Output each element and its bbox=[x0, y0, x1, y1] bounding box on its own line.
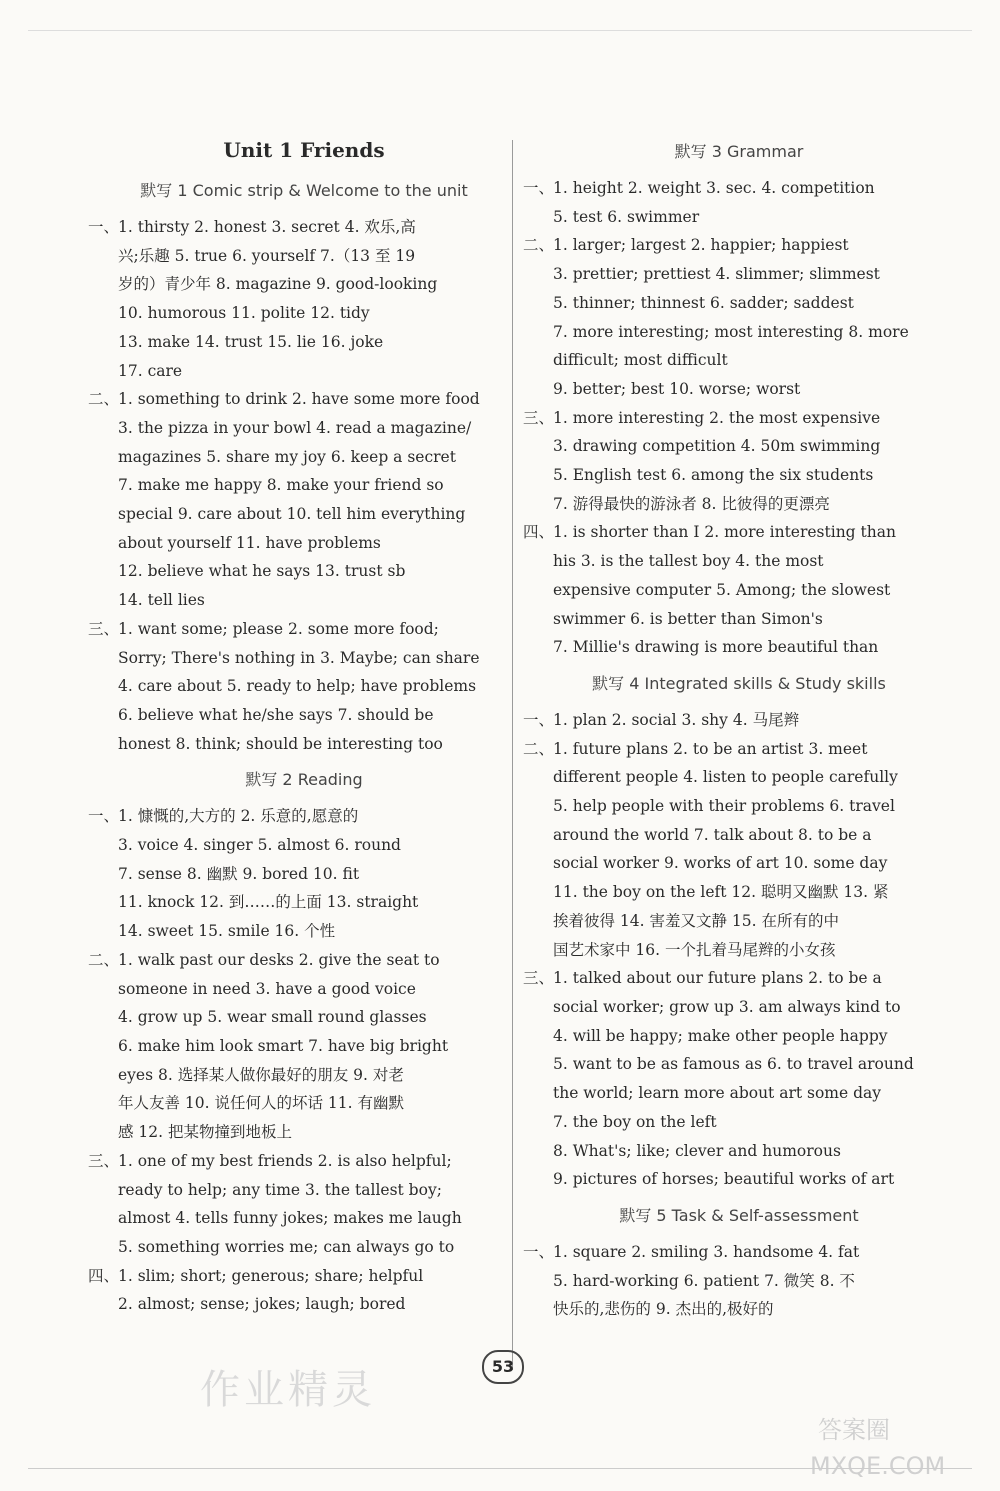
answer-group bbox=[88, 946, 490, 1147]
answer-group bbox=[523, 174, 925, 231]
group-number: 三、 bbox=[523, 969, 555, 988]
answer-line: 1. talked about our future plans 2. to be a bbox=[553, 969, 882, 988]
answer-group bbox=[88, 213, 490, 385]
answer-line: 5. want to be as famous as 6. to travel around bbox=[553, 1055, 914, 1074]
page-number: 53 bbox=[482, 1350, 524, 1384]
answer-line: 6. make him look smart 7. have big bright bbox=[118, 1036, 449, 1055]
answer-group bbox=[523, 706, 925, 735]
answer-group bbox=[523, 964, 925, 1194]
answer-line: 11. the boy on the left 12. 聪明又幽默 13. 紧 bbox=[553, 883, 889, 902]
answer-group bbox=[88, 1262, 490, 1319]
answer-line: 7. the boy on the left bbox=[553, 1112, 717, 1131]
answer-line: 5. English test 6. among the six students bbox=[553, 466, 874, 485]
answer-line: 1. slim; short; generous; share; helpful bbox=[118, 1266, 424, 1285]
top-rule bbox=[28, 30, 972, 31]
group-number: 四、 bbox=[523, 523, 555, 542]
answer-line: 1. is shorter than I 2. more interesting than bbox=[553, 523, 896, 542]
answer-line: 1. square 2. smiling 3. handsome 4. fat bbox=[553, 1242, 860, 1261]
group-number: 一、 bbox=[523, 1242, 555, 1261]
column-divider bbox=[512, 140, 513, 1370]
section-title: 默写 1 Comic strip & Welcome to the unit bbox=[140, 181, 468, 200]
answer-line: 5. help people with their problems 6. travel bbox=[553, 797, 895, 816]
answer-line: 7. sense 8. 幽默 9. bored 10. fit bbox=[118, 864, 360, 883]
answer-line: 1. one of my best friends 2. is also helpful; bbox=[118, 1151, 452, 1170]
answer-line: 国艺术家中 16. 一个扎着马尾辫的小女孩 bbox=[553, 940, 836, 959]
answer-line: almost 4. tells funny jokes; makes me laugh bbox=[118, 1209, 462, 1228]
answer-line: 1. 慷慨的,大方的 2. 乐意的,愿意的 bbox=[118, 807, 359, 826]
answer-line: 感 12. 把某物撞到地板上 bbox=[118, 1123, 293, 1142]
answer-line: 1. more interesting 2. the most expensive bbox=[553, 408, 881, 427]
answer-line: his 3. is the tallest boy 4. the most bbox=[553, 552, 824, 571]
right-sections bbox=[523, 139, 925, 1324]
answer-group bbox=[88, 385, 490, 615]
answer-line: 3. voice 4. singer 5. almost 6. round bbox=[118, 836, 401, 855]
group-number: 二、 bbox=[88, 390, 120, 409]
section-title: 默写 5 Task & Self-assessment bbox=[619, 1205, 859, 1225]
answer-line: around the world 7. talk about 8. to be a bbox=[553, 825, 872, 844]
answer-line: about yourself 11. have problems bbox=[118, 533, 381, 552]
answer-line: special 9. care about 10. tell him everything bbox=[118, 505, 466, 524]
answer-line: 2. almost; sense; jokes; laugh; bored bbox=[118, 1295, 406, 1314]
answer-line: 5. something worries me; can always go to bbox=[118, 1237, 455, 1256]
answer-line: 快乐的,悲伤的 9. 杰出的,极好的 bbox=[553, 1300, 774, 1319]
unit-title: Unit 1 Friends bbox=[223, 138, 385, 162]
answer-line: 1. height 2. weight 3. sec. 4. competition bbox=[553, 179, 875, 197]
answer-line: 14. sweet 15. smile 16. 个性 bbox=[118, 922, 336, 941]
answer-line: social worker; grow up 3. am always kind to bbox=[553, 997, 901, 1016]
answer-line: 13. make 14. trust 15. lie 16. joke bbox=[118, 332, 384, 351]
answer-line: 8. What's; like; clever and humorous bbox=[553, 1141, 841, 1160]
answer-line: 1. want some; please 2. some more food; bbox=[118, 619, 439, 638]
answer-line: 7. more interesting; most interesting 8. more bbox=[553, 322, 909, 341]
answer-line: 7. 游得最快的游泳者 8. 比彼得的更漂亮 bbox=[553, 494, 830, 513]
answer-line: 3. drawing competition 4. 50m swimming bbox=[553, 437, 881, 456]
answer-group bbox=[88, 1147, 490, 1262]
answer-line: 3. prettier; prettiest 4. slimmer; slimmest bbox=[553, 265, 880, 284]
answer-line: 1. future plans 2. to be an artist 3. meet bbox=[553, 739, 868, 758]
answer-line: honest 8. think; should be interesting too bbox=[118, 734, 443, 753]
answer-group bbox=[523, 404, 925, 519]
answer-line: 9. pictures of horses; beautiful works of art bbox=[553, 1170, 895, 1189]
watermark-left: 作业精灵 bbox=[200, 1367, 376, 1413]
answer-line: 14. tell lies bbox=[118, 591, 205, 610]
answer-line: social worker 9. works of art 10. some day bbox=[553, 854, 888, 873]
answer-group bbox=[88, 615, 490, 759]
answer-line: 12. believe what he says 13. trust sb bbox=[118, 562, 406, 581]
watermark-url: MXQE.COM bbox=[810, 1452, 946, 1480]
answer-line: ready to help; any time 3. the tallest boy; bbox=[118, 1180, 442, 1199]
answer-group bbox=[88, 802, 490, 946]
group-number: 四、 bbox=[88, 1266, 120, 1285]
answer-line: 岁的）青少年 8. magazine 9. good-looking bbox=[118, 275, 438, 294]
answer-line: 1. larger; largest 2. happier; happiest bbox=[553, 236, 849, 255]
answer-line: 9. better; best 10. worse; worst bbox=[553, 379, 801, 398]
answer-line: 7. make me happy 8. make your friend so bbox=[118, 476, 444, 495]
answer-line: expensive computer 5. Among; the slowest bbox=[553, 580, 891, 599]
answer-line: 5. test 6. swimmer bbox=[553, 207, 700, 226]
bottom-rule bbox=[28, 1468, 972, 1469]
answer-line: 年人友善 10. 说任何人的坏话 11. 有幽默 bbox=[118, 1094, 405, 1113]
answer-line: 挨着彼得 14. 害羞又文静 15. 在所有的中 bbox=[553, 911, 840, 930]
group-number: 二、 bbox=[523, 236, 555, 255]
group-number: 三、 bbox=[88, 619, 120, 638]
answer-line: Sorry; There's nothing in 3. Maybe; can share bbox=[118, 648, 480, 667]
group-number: 二、 bbox=[88, 950, 120, 969]
answer-line: magazines 5. share my joy 6. keep a secret bbox=[118, 447, 456, 466]
section-title: 默写 3 Grammar bbox=[674, 142, 804, 161]
answer-line: different people 4. listen to people carefully bbox=[553, 768, 898, 787]
answer-line: 5. hard-working 6. patient 7. 微笑 8. 不 bbox=[553, 1271, 855, 1290]
answer-line: difficult; most difficult bbox=[553, 351, 728, 370]
answer-line: 兴;乐趣 5. true 6. yourself 7.（13 至 19 bbox=[118, 246, 416, 265]
answer-group bbox=[523, 735, 925, 965]
answer-line: 3. the pizza in your bowl 4. read a magazine/ bbox=[118, 418, 472, 437]
answer-line: 7. Millie's drawing is more beautiful than bbox=[553, 638, 879, 657]
answer-line: swimmer 6. is better than Simon's bbox=[553, 609, 823, 628]
group-number: 三、 bbox=[523, 408, 555, 427]
answer-line: 5. thinner; thinnest 6. sadder; saddest bbox=[553, 293, 854, 312]
answer-line: 6. believe what he/she says 7. should be bbox=[118, 705, 434, 724]
group-number: 一、 bbox=[523, 710, 555, 729]
section-title: 默写 2 Reading bbox=[245, 770, 363, 790]
answer-line: eyes 8. 选择某人做你最好的朋友 9. 对老 bbox=[118, 1065, 404, 1084]
answer-line: 1. plan 2. social 3. shy 4. 马尾辫 bbox=[553, 710, 800, 729]
answer-line: 4. will be happy; make other people happy bbox=[553, 1026, 888, 1045]
group-number: 三、 bbox=[88, 1151, 120, 1170]
answer-line: 1. thirsty 2. honest 3. secret 4. 欢乐,高 bbox=[118, 218, 416, 236]
answer-line: 4. care about 5. ready to help; have problems bbox=[118, 677, 477, 696]
section-title: 默写 4 Integrated skills & Study skills bbox=[592, 673, 886, 693]
answer-group bbox=[523, 1238, 925, 1324]
right-column bbox=[523, 130, 925, 1324]
answer-line: 11. knock 12. 到……的上面 13. straight bbox=[118, 893, 419, 912]
answer-line: 1. walk past our desks 2. give the seat to bbox=[118, 950, 440, 969]
group-number: 一、 bbox=[88, 218, 120, 236]
answer-group bbox=[523, 518, 925, 662]
group-number: 一、 bbox=[523, 179, 555, 197]
watermark-right: 答案圈 bbox=[818, 1416, 890, 1444]
left-column bbox=[88, 130, 490, 1319]
answer-line: 17. care bbox=[118, 361, 183, 380]
answer-line: 4. grow up 5. wear small round glasses bbox=[118, 1008, 427, 1027]
answer-line: someone in need 3. have a good voice bbox=[118, 979, 416, 998]
answer-group bbox=[523, 231, 925, 403]
answer-line: 1. something to drink 2. have some more food bbox=[118, 390, 480, 409]
answer-line: the world; learn more about art some day bbox=[553, 1084, 882, 1103]
answer-line: 10. humorous 11. polite 12. tidy bbox=[118, 304, 370, 323]
left-sections bbox=[88, 178, 490, 1319]
group-number: 二、 bbox=[523, 739, 555, 758]
group-number: 一、 bbox=[88, 807, 120, 826]
